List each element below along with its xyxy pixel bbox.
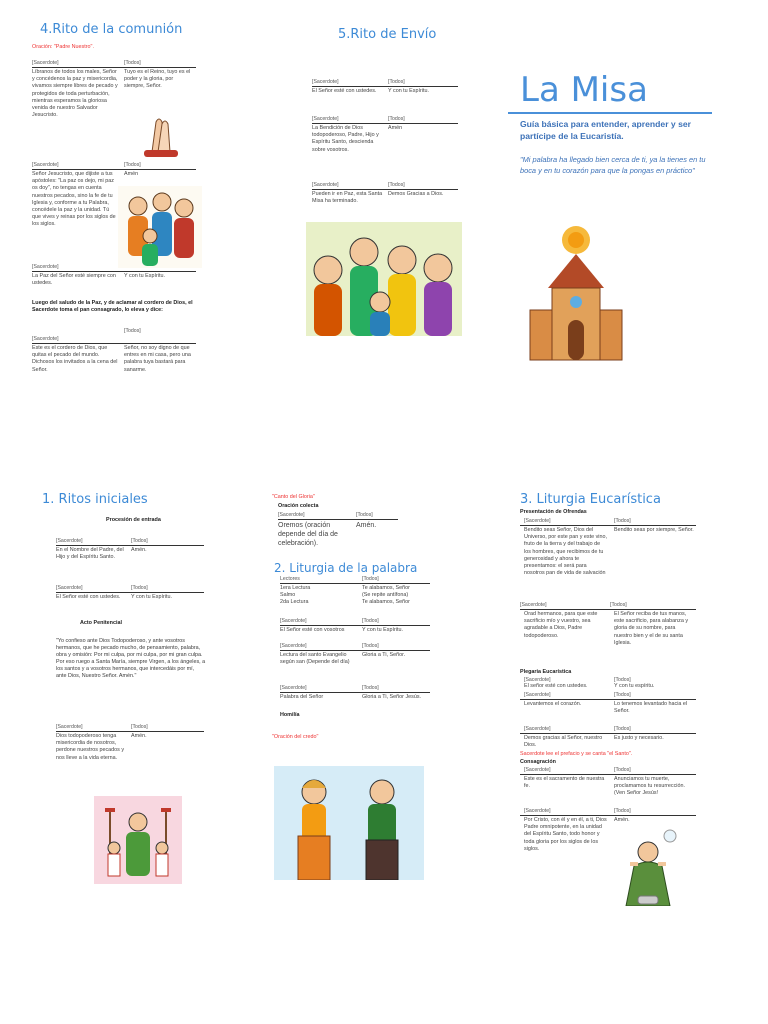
panel2-homilia: Homilía — [280, 712, 300, 718]
p5-dialogue-1: [Sacerdote] [Todos] El Señor esté con ustedes. Y con tu Espíritu. — [312, 77, 458, 95]
panel4-title: 4.Rito de la comunión — [40, 22, 183, 37]
church-illustration — [520, 210, 630, 364]
p2-dialogue-0: [Sacerdote] [Todos] Oremos (oración depende del día de celebración). Amén. — [278, 510, 398, 548]
panel1-acto: Acto Penitencial — [80, 620, 122, 626]
p1-dialogue-3: [Sacerdote] [Todos] Dios todopoderoso tenga misericordia de nosotros, perdone nuestros pecados y nos lleve a la vida eterna. Amén. — [56, 722, 204, 762]
people-peace-illustration — [118, 186, 202, 268]
cover-subtitle: Guía básica para entender, aprender y ser partícipe de la Eucaristía. — [520, 119, 691, 141]
panel3-consagracion: Consagración — [520, 759, 556, 765]
panel1-yo-confieso: "Yo confieso ante Dios Todopoderoso, y ante vosotros hermanos, que he pecado mucho, de pensamiento, palabra, obra y omisión: Por mi culpa, por mi culpa, por mi gran culpa. Por eso ruego a Santa María, siempre Virgen, a los ángeles, a los santos y a vosotros hermanos, que intercedáis por mí, ante Dios, Nuestro Señor. Amén." — [56, 638, 206, 679]
p3-dialogue-2: [Sacerdote] [Todos] Orad hermanos, para que este sacrificio mío y vuestro, sea agradable a Dios, Padre todopoderoso. El Señor reciba de tus manos, este sacrificio, para alabanza y gloria de su nombre, para nuestro bien y el de su santa Iglesia. — [520, 600, 696, 647]
panel3-prefacio: Sacerdote lee el prefacio y se canta "el Santo". — [520, 751, 633, 757]
group-people-illustration — [306, 222, 462, 336]
p3-dialogue-4: [Sacerdote] [Todos] Levantemos el corazón. Lo tenemos levantado hacia el Señor. — [520, 690, 696, 715]
p3-dialogue-6: [Sacerdote] [Todos] Este es el sacramento de nuestra fe. Anunciamos tu muerte, proclamamos tu resurrección. (Ven Señor Jesús! — [520, 765, 696, 798]
panel1-title: 1. Ritos iniciales — [42, 492, 148, 507]
panel3-title: 3. Liturgia Eucarística — [520, 492, 661, 507]
panel2-canto: "Canto del Gloria" — [272, 494, 315, 500]
p3-dialogue-3: [Sacerdote] [Todos] El señor esté con ustedes. Y con tu espíritu. — [524, 677, 655, 689]
p1-dialogue-1: [Sacerdote] [Todos] En el Nombre del Padre, del Hijo y del Espíritu Santo. Amén. — [56, 536, 204, 561]
cover-divider — [508, 112, 712, 114]
p2-dialogue-1: [Sacerdote] [Todos] El Señor esté con vosotros Y con tu Espíritu. — [280, 616, 430, 634]
p5-dialogue-2: [Sacerdote] [Todos] La Bendición de Dios todopoderoso, Padre, Hijo y Espíritu Santo, descienda sobre vosotros. Amén — [312, 114, 458, 154]
panel3-plegaria: Plegaria Eucarística — [520, 669, 572, 675]
cover-quote: "Mi palabra ha llegado bien cerca de ti, ya la tienes en tu boca y en tu corazón para que la pongas en práctico" — [520, 155, 706, 175]
p3-dialogue-1: [Sacerdote] [Todos] Bendito seas Señor, Dios del Universo, por este pan y este vino, fruto de la tierra y del trabajo de los hombres, que recibimos de tu generosidad y ahora te presentamos: el será para nosotros pan de vida de salvación Bendito seas por siempre, Señor. — [520, 516, 696, 577]
priest-procession-illustration — [94, 796, 182, 884]
p3-dialogue-5: [Sacerdote] [Todos] Demos gracias al Señor, nuestro Dios. Es justo y necesario. — [520, 724, 696, 749]
panel2-colecta: Oración colecta — [278, 503, 319, 509]
priest-elevation-illustration — [610, 826, 686, 906]
p1-dialogue-2: [Sacerdote] [Todos] El Señor esté con ustedes. Y con tu Espíritu. — [56, 583, 204, 601]
p4-dialogue-2: [Sacerdote] [Todos] Señor Jesucristo, que dijiste a tus apóstoles: "La paz os dejo, mi paz os doy", no tengas en cuenta nuestros pecados, sino la fe de tu Iglesia y, conforme a tu Palabra, concédele la paz y la unidad. Tú que vives y reinas por los siglos de los siglos. Amén — [32, 160, 196, 229]
p3-dialogue-7: [Sacerdote] [Todos] Por Cristo, con él y en él, a ti, Dios Padre omnipotente, en la unidad del Espíritu Santo, todo honor y toda gloria por los siglos de los siglos. Amén. — [520, 806, 696, 853]
panel4-oracion: Oración: "Padre Nuestro". — [32, 44, 94, 50]
panel1-procesion: Procesión de entrada — [106, 517, 161, 523]
panel3-ofrendas: Presentación de Ofrendas — [520, 509, 587, 515]
p4-dialogue-4: [Todos] [Sacerdote] Este es el cordero de Dios, que quitas el pecado del mundo. Dichosos los invitados a la cena del Señor. Señor, no soy digno de que entres en mi casa, pero una palabra tuya bastará para sanarme. — [32, 326, 196, 374]
praying-hands-icon — [138, 112, 182, 158]
panel2-credo: "Oración del credo" — [272, 734, 319, 740]
p4-dialogue-3: [Sacerdote] La Paz del Señor esté siempre con ustedes. Y con tu Espíritu. — [32, 262, 196, 287]
cover-title: La Misa — [520, 70, 648, 110]
p2-lectores: Lectores [Todos] 1era Lectura Te alabamos, Señor Salmo (Se repite antífona) 2da Lectura Te alabamos, Señor — [280, 574, 430, 607]
p5-dialogue-3: [Sacerdote] [Todos] Pueden ir en Paz, esta Santa Misa ha terminado. Demos Gracias a Dios. — [312, 180, 458, 205]
lectors-reading-illustration — [274, 766, 424, 880]
p4-dialogue-1: [Sacerdote] [Todos] Líbranos de todos los males, Señor y concédenos la paz y misericordia, vivamos siempre libres de pecado y protegidos de toda perturbación, mientras esperamos la gloriosa venida de nuestro Salvador Jesucristo. Tuyo es el Reino, tuyo es el poder y la gloria, por siempre, Señor. — [32, 58, 196, 119]
panel4-luego: Luego del saludo de la Paz, y de aclamar al cordero de Dios, el Sacerdote toma el pan consagrado, lo eleva y dice: — [32, 300, 193, 313]
p2-dialogue-2: [Sacerdote] [Todos] Lectura del santo Evangelio según san (Depende del día) Gloria a Ti, Señor. — [280, 641, 430, 666]
panel2-title: 2. Liturgia de la palabra — [274, 561, 418, 575]
panel5-title: 5.Rito de Envío — [338, 27, 437, 42]
p2-dialogue-3: [Sacerdote] [Todos] Palabra del Señor Gloria a Ti, Señor Jesús. — [280, 683, 430, 701]
